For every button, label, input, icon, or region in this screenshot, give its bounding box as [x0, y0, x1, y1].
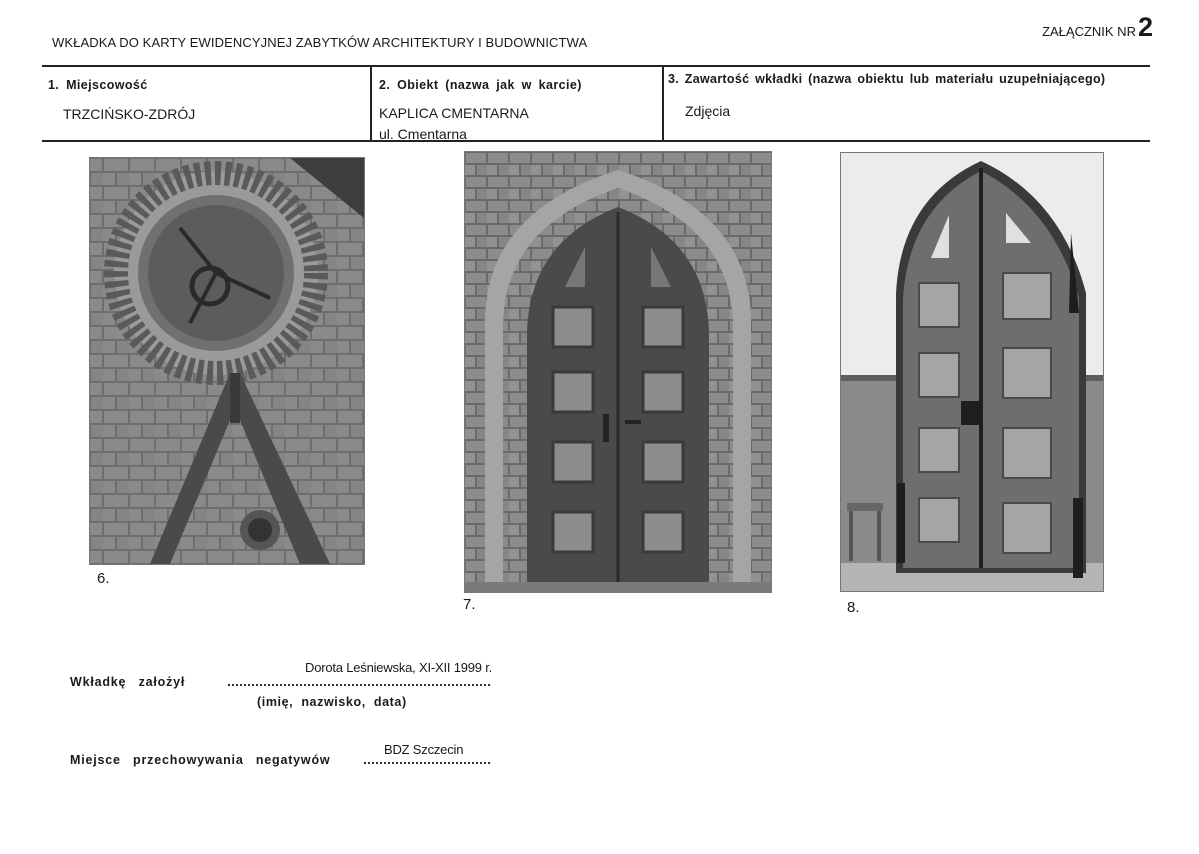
storage-dotted-line: [364, 762, 490, 764]
storage-value: BDZ Szczecin: [384, 742, 464, 757]
annex-label: [1042, 12, 1153, 43]
column-divider-2: [662, 66, 664, 142]
annex-label-text: ZAŁĄCZNIK NR: [1042, 24, 1136, 39]
object-label: 2. Obiekt (nazwa jak w karcie): [379, 78, 582, 92]
object-address: ul. Cmentarna: [379, 126, 467, 142]
locality-value: TRZCIŃSKO-ZDRÓJ: [63, 106, 196, 122]
author-label: Wkładkę założył: [70, 675, 186, 689]
document-title: WKŁADKA DO KARTY EWIDENCYJNEJ ZABYTKÓW ARCHITEKTURY I BUDOWNICTWA: [52, 35, 588, 50]
photo-portal-door: [464, 151, 772, 593]
storage-label: Miejsce przechowywania negatywów: [70, 753, 331, 767]
object-value: KAPLICA CMENTARNA: [379, 105, 529, 121]
photo-7-caption: 7.: [463, 596, 476, 613]
annex-number: 2: [1137, 12, 1153, 42]
author-value: Dorota Leśniewska, XI-XII 1999 r.: [305, 660, 493, 675]
locality-label: 1. Miejscowość: [48, 78, 148, 92]
photo-6-caption: 6.: [97, 570, 110, 587]
photo-8-caption: 8.: [847, 599, 860, 616]
content-value: Zdjęcia: [685, 103, 731, 119]
author-hint: (imię, nazwisko, data): [257, 695, 407, 709]
author-dotted-line: [228, 684, 490, 686]
column-divider-1: [370, 66, 372, 142]
photo-rose-window: [89, 157, 365, 565]
table-bottom-rule: [42, 140, 1150, 142]
photo-interior-door: [840, 152, 1104, 592]
table-top-rule: [42, 65, 1150, 67]
content-label: 3. Zawartość wkładki (nazwa obiektu lub materiału uzupełniającego): [668, 72, 1106, 86]
